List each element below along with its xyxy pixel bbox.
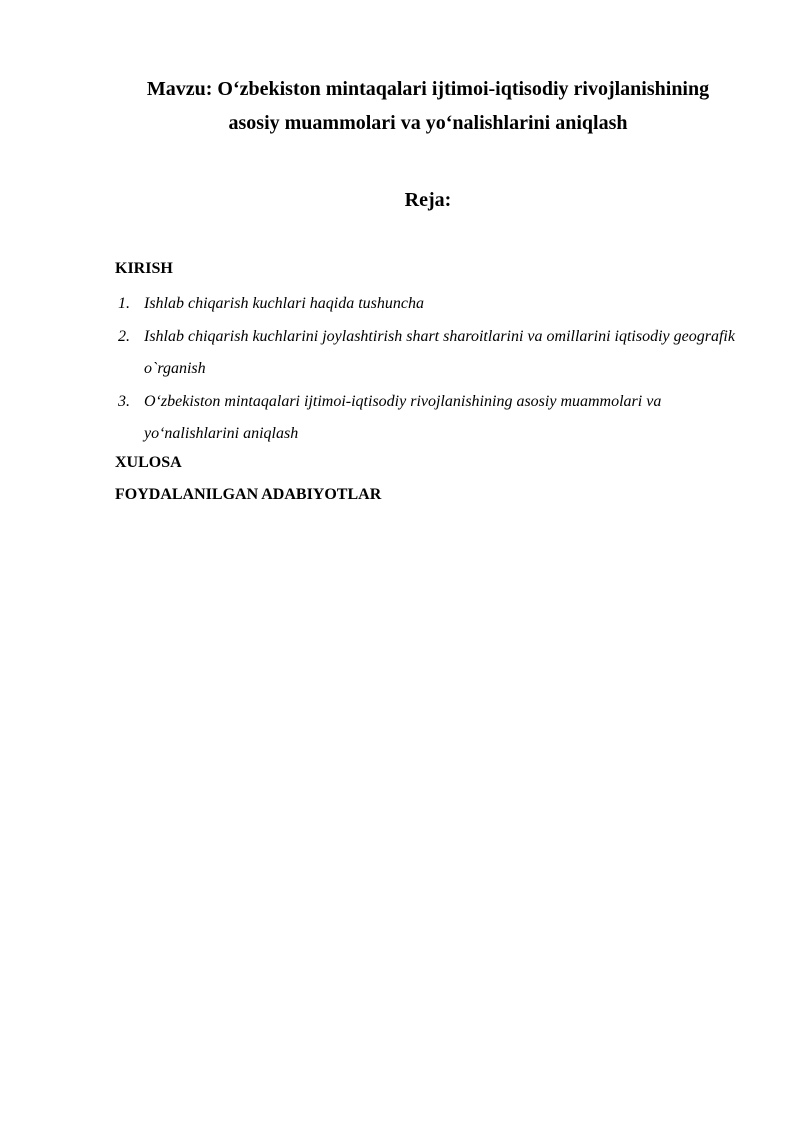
plan-item-text: Ishlab chiqarish kuchlari haqida tushuncha [144, 295, 424, 312]
references-label: FOYDALANILGAN ADABIYOTLAR [115, 486, 382, 503]
document-title [100, 72, 756, 140]
document-title-line-1: Mavzu: O‘zbekiston mintaqalari ijtimoi-iqtisodiy rivojlanishining [146, 78, 710, 100]
plan-item-text: Ishlab chiqarish kuchlarini joylashtirish shart sharoitlarini va omillarini iqtisodiy geografik o`rganish [144, 327, 735, 377]
plan-item-3 [115, 386, 735, 451]
plan-heading: Reja: [404, 189, 452, 211]
document-title-line-2: asosiy muammolari va yo‘nalishlarini aniqlash [228, 112, 628, 134]
plan-list [115, 288, 735, 451]
plan-item-number: 2. [118, 327, 130, 345]
plan-item-text: O‘zbekiston mintaqalari ijtimoi-iqtisodiy rivojlanishining asosiy muammolari va yo‘nalishlarini aniqlash [144, 392, 662, 442]
conclusion-label: XULOSA [115, 454, 182, 471]
plan-item-1 [115, 288, 735, 321]
intro-label: KIRISH [115, 260, 173, 277]
plan-item-number: 1. [118, 295, 130, 312]
plan-item-number: 3. [118, 392, 130, 410]
plan-item-2 [115, 321, 735, 386]
